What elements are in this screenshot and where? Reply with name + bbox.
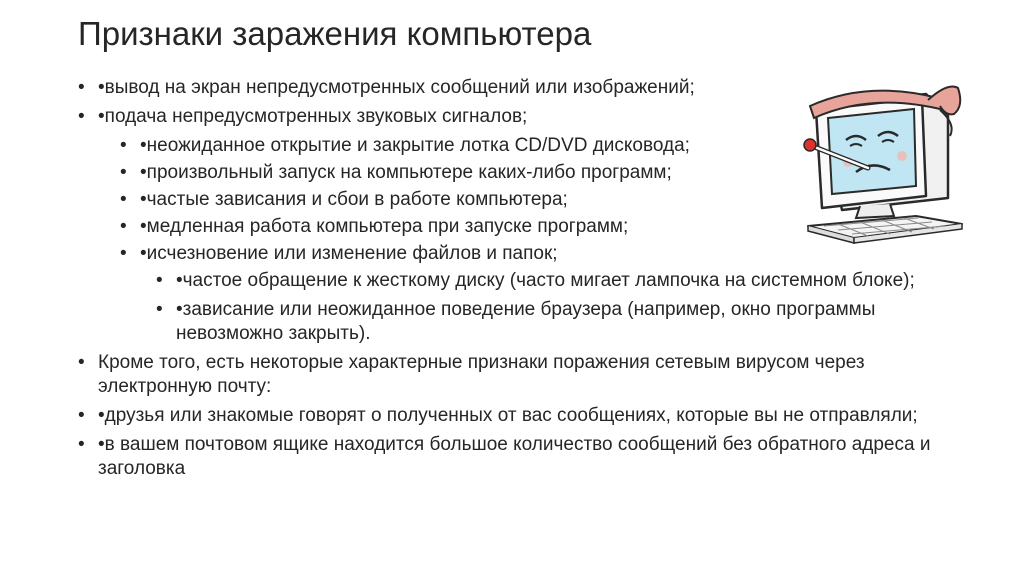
bullet-dot: • bbox=[78, 106, 85, 127]
bullet-dot: • bbox=[156, 299, 163, 320]
bullet-dot: • bbox=[78, 77, 85, 98]
bullet-dot: • bbox=[120, 135, 127, 156]
bullet-item bbox=[78, 269, 958, 293]
bullet-dot: • bbox=[78, 405, 85, 426]
bullet-text: •вывод на экран непредусмотренных сообщений или изображений; bbox=[98, 77, 695, 98]
bullet-dot: • bbox=[156, 270, 163, 291]
bullet-text: Кроме того, есть некоторые характерные признаки поражения сетевым вирусом через электронную почту: bbox=[98, 352, 865, 397]
bullet-dot: • bbox=[78, 434, 85, 455]
bullet-dot: • bbox=[120, 216, 127, 237]
bullet-item bbox=[78, 351, 958, 399]
bullet-item bbox=[78, 433, 958, 481]
sick-computer-icon bbox=[798, 76, 968, 244]
bullet-item bbox=[78, 298, 958, 346]
bullet-dot: • bbox=[120, 189, 127, 210]
bullet-text: •в вашем почтовом ящике находится большое количество сообщений без обратного адреса и заголовка bbox=[98, 434, 931, 479]
bullet-text: •произвольный запуск на компьютере каких-либо программ; bbox=[140, 162, 672, 183]
bullet-text: •частые зависания и сбои в работе компьютера; bbox=[140, 189, 568, 210]
bullet-text: •друзья или знакомые говорят о полученных от вас сообщениях, которые вы не отправляли; bbox=[98, 405, 918, 426]
bullet-text: •неожиданное открытие и закрытие лотка CD/DVD дисковода; bbox=[140, 135, 690, 156]
bullet-text: •частое обращение к жесткому диску (часто мигает лампочка на системном блоке); bbox=[176, 270, 915, 291]
bullet-dot: • bbox=[120, 243, 127, 264]
bullet-dot: • bbox=[78, 352, 85, 373]
bullet-text: •зависание или неожиданное поведение браузера (например, окно программы невозможно закрыть). bbox=[176, 299, 876, 344]
bullet-text: •исчезновение или изменение файлов и папок; bbox=[140, 243, 558, 264]
page-title: Признаки заражения компьютера bbox=[78, 15, 592, 52]
bullet-text: •подача непредусмотренных звуковых сигналов; bbox=[98, 106, 528, 127]
bullet-dot: • bbox=[120, 162, 127, 183]
bullet-item bbox=[78, 242, 958, 266]
bullet-item bbox=[78, 404, 958, 428]
bullet-text: •медленная работа компьютера при запуске программ; bbox=[140, 216, 629, 237]
